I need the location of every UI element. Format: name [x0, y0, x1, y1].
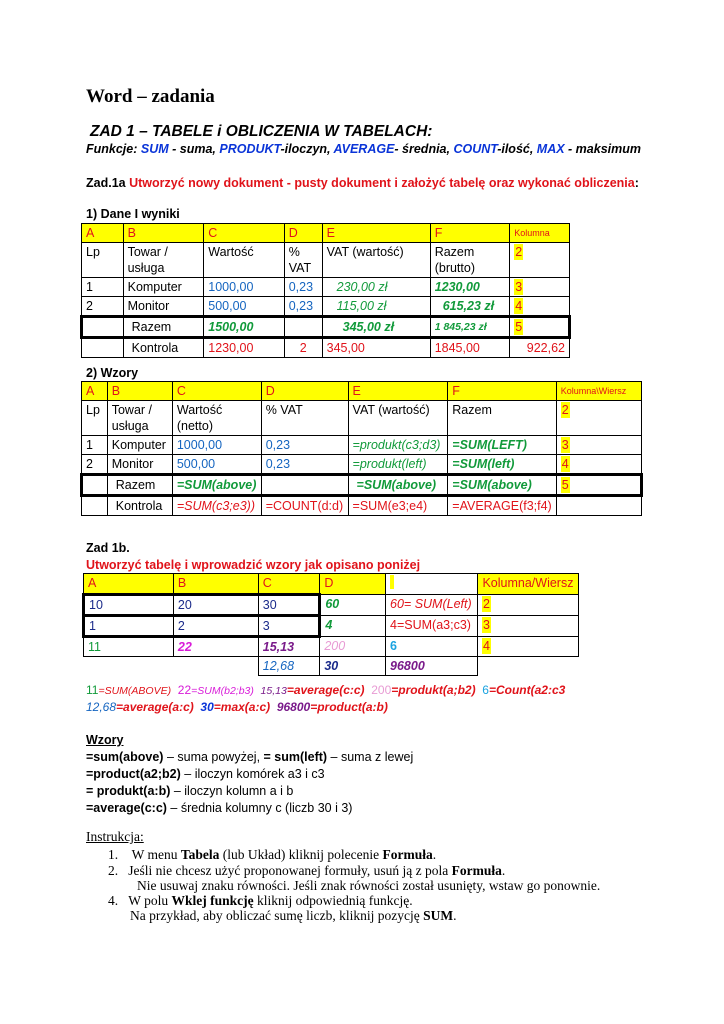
cell: =SUM(e3;e4): [348, 496, 448, 516]
col-header-a: A: [82, 382, 108, 401]
fn-produkt-desc: -iloczyn,: [280, 142, 334, 156]
cell: 22: [173, 637, 258, 657]
cell: 4: [320, 616, 386, 637]
fn-count: COUNT: [453, 142, 498, 156]
cell: Kontrola: [107, 496, 172, 516]
zad1a-colon: :: [634, 176, 639, 190]
col-header-b: B: [123, 224, 204, 243]
cell: 345,00 zł: [322, 317, 430, 338]
col-header-c: C: [258, 574, 320, 595]
cell: VAT (wartość): [348, 401, 448, 436]
cell: 96800: [386, 657, 478, 676]
cell: 1230,00: [204, 338, 284, 358]
cell: 115,00 zł: [322, 297, 430, 317]
cell: =SUM(LEFT): [448, 436, 556, 455]
fn-produkt: PRODUKT: [219, 142, 281, 156]
wzory-line-4: [86, 801, 352, 815]
cell: 20: [173, 595, 258, 616]
wzory-line-1: [86, 750, 413, 764]
table-row: [82, 401, 642, 436]
step-text: Na przykład, aby obliczać sumę liczb, kliknij pozycję: [130, 908, 424, 923]
cell: Monitor: [123, 297, 204, 317]
cell: VAT (wartość): [322, 243, 430, 278]
cell: [556, 455, 641, 475]
wzory-line-2: [86, 767, 325, 781]
cell: Razem (brutto): [430, 243, 510, 278]
cell: [477, 637, 578, 657]
cell: 230,00 zł: [322, 278, 430, 297]
cell: % VAT: [261, 401, 348, 436]
cell: [477, 595, 578, 616]
row-number: 3: [561, 438, 569, 452]
table-row: [82, 455, 642, 475]
step-number: 1.: [108, 847, 119, 862]
formula-desc: – suma powyżej,: [163, 750, 264, 764]
row-number: 2: [561, 403, 569, 417]
table-row: [84, 637, 579, 657]
table-row: [82, 224, 570, 243]
cell: 1000,00: [172, 436, 261, 455]
page-title: Word – zadania: [86, 86, 215, 107]
row-number: 3: [515, 280, 523, 294]
cell: 15,13: [258, 637, 320, 657]
cell: 1845,00: [430, 338, 510, 358]
formula-desc: – iloczyn kolumn a i b: [170, 784, 294, 798]
table-row: [82, 475, 642, 496]
legend-formula: =Count(a2:c3: [488, 683, 566, 697]
cell: [510, 243, 570, 278]
cell: [82, 475, 108, 496]
cell: Razem: [107, 475, 172, 496]
cell: 1: [84, 616, 174, 637]
cell: 60= SUM(Left): [386, 595, 478, 616]
cell: [82, 317, 124, 338]
cell: 1: [82, 436, 108, 455]
table-row: [82, 278, 570, 297]
wzory-title: Wzory: [86, 733, 124, 747]
legend-value: 15,13: [260, 685, 287, 697]
legend-formula: =SUM(ABOVE): [98, 685, 172, 697]
cell: Lp: [82, 401, 108, 436]
cell: =SUM(above): [172, 475, 261, 496]
cell: 1230,00: [430, 278, 510, 297]
legend-value: 200: [371, 683, 392, 697]
cell: [510, 278, 570, 297]
cell: Razem: [123, 317, 204, 338]
cell: % VAT: [284, 243, 322, 278]
step-bold: Formuła: [451, 863, 502, 878]
cell: [261, 475, 348, 496]
cell: Lp: [82, 243, 124, 278]
cell: 2: [82, 297, 124, 317]
row-number: 2: [515, 245, 523, 259]
col-header-c: C: [172, 382, 261, 401]
fn-sum-desc: - suma,: [168, 142, 220, 156]
legend-formula: =produkt(a;b2): [391, 683, 476, 697]
cell: 0,23: [284, 297, 322, 317]
fn-max: MAX: [536, 142, 565, 156]
cell: [477, 616, 578, 637]
col-header-e: [386, 574, 478, 595]
cell: =produkt(c3;d3): [348, 436, 448, 455]
functions-line: [86, 142, 641, 156]
cell: 2: [284, 338, 322, 358]
step-text: (lub Układ) kliknij polecenie: [219, 847, 383, 862]
cell: =SUM(left): [448, 455, 556, 475]
cell: 6: [386, 637, 478, 657]
formula: =average(c:c): [86, 801, 167, 815]
cell: 1 845,23 zł: [430, 317, 510, 338]
formula: =sum(above): [86, 750, 164, 764]
cell: Komputer: [107, 436, 172, 455]
instrukcja-step-1: [108, 847, 436, 863]
row-number: 4: [482, 639, 490, 653]
col-header-kolumna: Kolumna: [510, 224, 570, 243]
zad1a-label: Zad.1a: [86, 176, 130, 190]
formula-desc: – iloczyn komórek a3 i c3: [180, 767, 325, 781]
cell: 10: [84, 595, 174, 616]
col-header-e: E: [322, 224, 430, 243]
empty-highlight: [390, 575, 394, 589]
legend-value: 22: [177, 683, 192, 697]
cell: Komputer: [123, 278, 204, 297]
step-bold: Tabela: [180, 847, 220, 862]
legend-line-2: [86, 700, 388, 714]
instrukcja-step-2: [108, 863, 505, 879]
cell: [556, 475, 641, 496]
col-header-a: A: [82, 224, 124, 243]
cell: =AVERAGE(f3;f4): [448, 496, 556, 516]
cell: =COUNT(d:d): [261, 496, 348, 516]
cell: 0,23: [284, 278, 322, 297]
legend-formula: =SUM(b2;b3): [191, 685, 254, 697]
legend-value: 96800: [276, 700, 311, 714]
cell: 11: [84, 637, 174, 657]
col-header-e: E: [348, 382, 448, 401]
cell: 200: [320, 637, 386, 657]
cell: 60: [320, 595, 386, 616]
cell: 30: [320, 657, 386, 676]
step-number: 2.: [108, 863, 119, 878]
legend-value: 30: [200, 700, 214, 714]
table-dane-wyniki: [80, 223, 571, 358]
step-text: kliknij odpowiednią funkcję.: [253, 893, 413, 908]
table-row: [82, 297, 570, 317]
fn-average: AVERAGE: [333, 142, 395, 156]
zad1b-label: Zad 1b.: [86, 541, 130, 555]
formula: = produkt(a:b): [86, 784, 171, 798]
wzory-line-3: [86, 784, 293, 798]
cell: Monitor: [107, 455, 172, 475]
legend-formula: =max(a:c): [213, 700, 271, 714]
step-text: .: [432, 847, 437, 862]
cell: [556, 496, 641, 516]
instrukcja-step-2-cont: Nie usuwaj znaku równości. Jeśli znak równości został usunięty, wstaw go ponownie.: [137, 878, 601, 893]
formula-desc: – średnia kolumny c (liczb 30 i 3): [166, 801, 353, 815]
cell: [84, 657, 174, 676]
step-number: 4.: [108, 893, 119, 908]
cell: 1500,00: [204, 317, 284, 338]
step-text: W menu: [131, 847, 181, 862]
zad1a-line: [86, 176, 639, 190]
formula: = sum(left): [263, 750, 328, 764]
col-header-kolumna-wiersz: Kolumna\Wiersz: [556, 382, 641, 401]
step-bold: Wklej funkcję: [171, 893, 254, 908]
row-number: 5: [561, 478, 569, 492]
legend-value: 11: [86, 683, 99, 697]
cell: Wartość: [204, 243, 284, 278]
row-number: 4: [561, 457, 569, 471]
cell: Kontrola: [123, 338, 204, 358]
formula-desc: – suma z lewej: [327, 750, 414, 764]
cell: =produkt(left): [348, 455, 448, 475]
cell: [510, 317, 570, 338]
step-bold: SUM: [423, 908, 454, 923]
cell: Towar / usługa: [123, 243, 204, 278]
cell: [82, 496, 108, 516]
step-text: .: [453, 908, 457, 923]
functions-prefix: Funkcje:: [86, 142, 141, 156]
row-number: 3: [482, 618, 490, 632]
zad1-heading: ZAD 1 – TABELE i OBLICZENIA W TABELACH:: [90, 123, 433, 140]
col-header-b: B: [173, 574, 258, 595]
col-header-f: F: [448, 382, 556, 401]
table-row: [84, 595, 579, 616]
cell: [82, 338, 124, 358]
cell: 30: [258, 595, 320, 616]
col-header-a: A: [84, 574, 174, 595]
table-row: [82, 317, 570, 338]
fn-count-desc: -ilość,: [497, 142, 537, 156]
table-row: [82, 436, 642, 455]
cell: 500,00: [204, 297, 284, 317]
cell: 1000,00: [204, 278, 284, 297]
cell: 12,68: [258, 657, 320, 676]
cell: 0,23: [261, 436, 348, 455]
section1-heading: 1) Dane I wyniki: [86, 207, 180, 221]
step-bold: Formuła: [382, 847, 433, 862]
col-header-d: D: [320, 574, 386, 595]
fn-average-desc: - średnia,: [394, 142, 454, 156]
cell: [556, 401, 641, 436]
cell: 2: [82, 455, 108, 475]
table-row: [82, 243, 570, 278]
cell: 615,23 zł: [430, 297, 510, 317]
cell: Wartość (netto): [172, 401, 261, 436]
zad1a-text: Utworzyć nowy dokument - pusty dokument i założyć tabelę oraz wykonać obliczenia: [129, 176, 635, 190]
row-number: 2: [482, 597, 490, 611]
cell: 4=SUM(a3;c3): [386, 616, 478, 637]
cell: =SUM(above): [448, 475, 556, 496]
cell: 0,23: [261, 455, 348, 475]
table-wzory: [80, 381, 643, 516]
cell: [510, 297, 570, 317]
table-row: [82, 338, 570, 358]
table-zad1b: [82, 573, 579, 676]
cell: =SUM(above): [348, 475, 448, 496]
cell: 3: [258, 616, 320, 637]
cell: =SUM(c3;e3)): [172, 496, 261, 516]
instrukcja-step-4-cont: [130, 908, 457, 924]
cell: [173, 657, 258, 676]
table-row: [84, 616, 579, 637]
col-header-c: C: [204, 224, 284, 243]
legend-formula: =average(c:c): [286, 683, 365, 697]
cell: [477, 657, 578, 676]
cell: 1: [82, 278, 124, 297]
step-text: .: [501, 863, 506, 878]
cell: 922,62: [510, 338, 570, 358]
col-header-f: F: [430, 224, 510, 243]
section2-heading: 2) Wzory: [86, 366, 139, 380]
legend-formula: =product(a:b): [310, 700, 388, 714]
legend-value: 12,68: [86, 700, 117, 714]
cell: [556, 436, 641, 455]
cell: 345,00: [322, 338, 430, 358]
legend-line-1: [86, 683, 565, 697]
cell: 2: [173, 616, 258, 637]
cell: Razem: [448, 401, 556, 436]
row-number: 4: [515, 299, 523, 313]
fn-max-desc: - maksimum: [564, 142, 641, 156]
cell: 500,00: [172, 455, 261, 475]
formula: =product(a2;b2): [86, 767, 181, 781]
table-row: [82, 382, 642, 401]
fn-sum: SUM: [140, 142, 169, 156]
step-text: W polu: [128, 893, 172, 908]
col-header-d: D: [284, 224, 322, 243]
instrukcja-title: Instrukcja:: [86, 829, 144, 844]
cell: Towar / usługa: [107, 401, 172, 436]
legend-value: 6: [482, 683, 489, 697]
step-text: Jeśli nie chcesz użyć proponowanej formuły, usuń ją z pola: [128, 863, 452, 878]
row-number: 5: [515, 320, 523, 334]
col-header-d: D: [261, 382, 348, 401]
legend-formula: =average(a:c): [116, 700, 194, 714]
instrukcja-step-4: [108, 893, 413, 909]
cell: [284, 317, 322, 338]
zad1b-text: Utworzyć tabelę i wprowadzić wzory jak opisano poniżej: [86, 558, 421, 572]
col-header-b: B: [107, 382, 172, 401]
table-row: [84, 657, 579, 676]
table-row: [82, 496, 642, 516]
col-header-kolumna-wiersz: Kolumna/Wiersz: [477, 574, 578, 595]
table-row: [84, 574, 579, 595]
